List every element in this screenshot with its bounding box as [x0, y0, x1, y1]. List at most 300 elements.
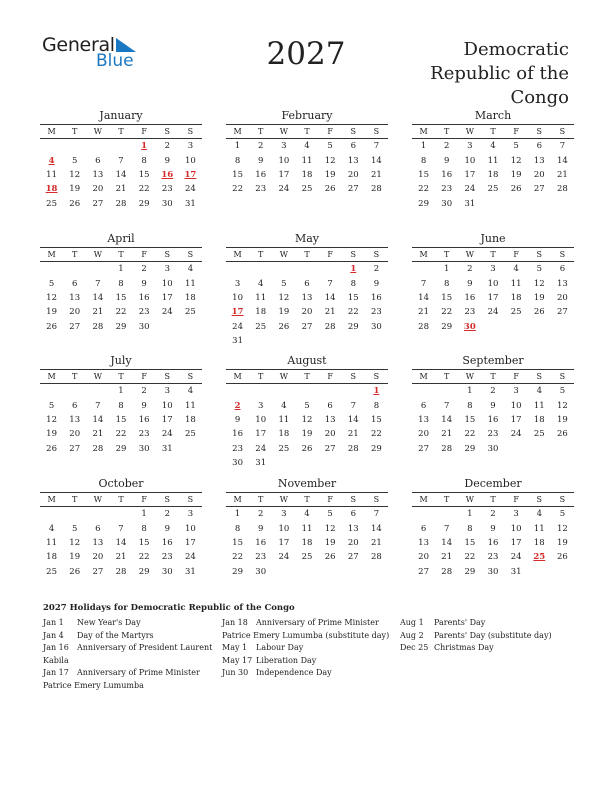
day-cell: 9 — [490, 400, 496, 411]
empty-cell — [295, 334, 318, 348]
weekday-header: T — [72, 372, 78, 381]
weekday-header: S — [559, 127, 566, 136]
day-cell: 24 — [161, 307, 173, 318]
holiday-date: May 17 — [222, 655, 253, 665]
day-cell: 14 — [441, 414, 453, 425]
holiday-date: Jan 1 — [43, 618, 64, 627]
day-cell: 27 — [418, 566, 429, 577]
holiday-name: Liberation Day — [256, 655, 317, 665]
day-cell: 20 — [69, 307, 81, 318]
day-cell: 8 — [373, 400, 380, 411]
holiday-name: New Year's Day — [77, 618, 141, 627]
holiday-name: Labour Day — [256, 643, 304, 652]
day-cell: 17 — [464, 169, 476, 180]
day-cell: 22 — [138, 184, 150, 195]
holiday-name: Christmas Day — [434, 643, 494, 652]
day-cell: 8 — [420, 155, 427, 166]
holiday-day-cell: 30 — [463, 321, 476, 332]
day-cell: 2 — [164, 141, 170, 152]
day-cell: 16 — [441, 169, 453, 180]
day-cell: 19 — [510, 169, 522, 180]
empty-cell — [528, 442, 551, 456]
logo-blue-text: Blue — [96, 51, 134, 71]
empty-cell — [40, 262, 63, 277]
day-cell: 4 — [536, 509, 542, 520]
day-cell: 22 — [464, 552, 476, 563]
empty-cell — [295, 262, 318, 277]
day-cell: 14 — [441, 537, 453, 548]
holiday-day-cell: 1 — [373, 386, 380, 397]
holiday-name: Anniversary of Prime Minister — [256, 618, 379, 627]
day-cell: 24 — [278, 184, 290, 195]
country-line-3: Congo — [510, 87, 569, 108]
day-cell: 23 — [464, 307, 476, 318]
empty-cell — [295, 456, 318, 470]
day-cell: 4 — [258, 278, 264, 289]
day-cell: 22 — [464, 429, 476, 440]
day-cell: 24 — [510, 552, 522, 563]
day-cell: 16 — [464, 292, 476, 303]
month-name: November — [277, 477, 337, 490]
day-cell: 28 — [324, 321, 336, 332]
day-cell: 8 — [234, 523, 241, 534]
day-cell: 3 — [513, 509, 519, 520]
day-cell: 9 — [141, 400, 147, 411]
day-cell: 9 — [258, 523, 264, 534]
empty-cell — [342, 384, 365, 399]
day-cell: 21 — [371, 169, 382, 180]
empty-cell — [272, 334, 295, 348]
day-cell: 22 — [418, 184, 429, 195]
day-cell: 7 — [559, 141, 566, 152]
day-cell: 19 — [533, 292, 545, 303]
day-cell: 14 — [371, 523, 382, 534]
day-cell: 10 — [278, 155, 290, 166]
holiday-day-cell: 16 — [161, 169, 174, 180]
holiday-day-cell: 1 — [141, 141, 148, 152]
holiday-date: Aug 1 — [400, 618, 424, 627]
day-cell: 30 — [255, 566, 267, 577]
day-cell: 6 — [536, 141, 542, 152]
day-cell: 22 — [115, 429, 127, 440]
day-cell: 16 — [255, 169, 267, 180]
day-cell: 26 — [324, 552, 336, 563]
day-cell: 10 — [185, 155, 196, 166]
weekday-header: M — [47, 372, 56, 381]
weekday-header: S — [350, 372, 357, 381]
month-name: March — [474, 109, 512, 122]
day-cell: 3 — [164, 264, 170, 275]
weekday-header: S — [187, 495, 194, 504]
day-cell: 4 — [187, 264, 194, 275]
weekday-header: F — [327, 250, 333, 259]
month-november — [226, 477, 388, 579]
weekday-header: T — [490, 250, 496, 259]
day-cell: 24 — [161, 429, 173, 440]
holiday-name: Anniversary of Prime Minister — [77, 668, 200, 677]
weekday-header: W — [465, 495, 474, 504]
weekday-header: F — [327, 127, 333, 136]
empty-cell — [365, 565, 388, 579]
weekday-header: S — [373, 127, 380, 136]
day-cell: 11 — [278, 414, 290, 425]
weekday-header: T — [258, 372, 264, 381]
empty-cell — [412, 262, 435, 277]
holiday-entry — [222, 667, 389, 680]
weekday-header: W — [93, 372, 102, 381]
weekday-header: S — [164, 127, 171, 136]
month-name: December — [464, 477, 522, 490]
day-cell: 16 — [487, 537, 499, 548]
day-cell: 14 — [324, 292, 336, 303]
day-cell: 31 — [255, 458, 267, 469]
weekday-header: W — [279, 372, 288, 381]
empty-cell — [86, 384, 109, 399]
country-line-2: Republic of the — [430, 63, 569, 84]
holiday-entry — [400, 630, 552, 643]
day-cell: 6 — [95, 155, 101, 166]
weekday-header: F — [327, 495, 333, 504]
day-cell: 30 — [487, 443, 499, 454]
month-table — [226, 370, 388, 470]
weekday-header: W — [93, 495, 102, 504]
day-cell: 24 — [185, 184, 196, 195]
day-cell: 21 — [92, 429, 104, 440]
day-cell: 12 — [324, 155, 336, 166]
holiday-entry — [43, 630, 212, 643]
holiday-entry — [43, 655, 212, 668]
weekday-header: M — [233, 127, 242, 136]
day-cell: 26 — [46, 321, 57, 332]
day-cell: 8 — [350, 278, 356, 289]
weekday-header: S — [187, 127, 194, 136]
day-cell: 24 — [278, 552, 290, 563]
holiday-date: Jun 30 — [222, 668, 249, 677]
day-cell: 10 — [255, 414, 267, 425]
empty-cell — [226, 384, 249, 399]
month-table — [412, 493, 574, 579]
day-cell: 6 — [420, 400, 427, 411]
weekday-header: W — [465, 372, 474, 381]
day-cell: 27 — [347, 552, 359, 563]
weekday-header: T — [258, 250, 264, 259]
empty-cell — [342, 456, 365, 470]
weekday-header: S — [536, 495, 543, 504]
day-cell: 14 — [115, 169, 127, 180]
month-table — [412, 125, 574, 211]
country-line-1: Democratic — [463, 39, 569, 60]
day-cell: 10 — [232, 292, 243, 303]
day-cell: 20 — [557, 292, 568, 303]
empty-cell — [109, 139, 132, 154]
weekday-header: T — [490, 372, 496, 381]
holiday-day-cell: 18 — [45, 184, 58, 195]
weekday-header: F — [327, 372, 333, 381]
empty-cell — [319, 565, 342, 579]
weekday-header: S — [559, 372, 566, 381]
day-cell: 16 — [232, 429, 243, 440]
day-cell: 16 — [487, 414, 499, 425]
holiday-entry — [43, 617, 212, 630]
empty-cell — [249, 384, 272, 399]
day-cell: 26 — [69, 566, 81, 577]
day-cell: 23 — [161, 552, 173, 563]
day-cell: 2 — [444, 141, 450, 152]
day-cell: 15 — [138, 169, 150, 180]
day-cell: 21 — [115, 184, 127, 195]
holiday-day-cell: 17 — [184, 169, 197, 180]
day-cell: 18 — [185, 414, 196, 425]
weekday-header: T — [72, 495, 78, 504]
day-cell: 26 — [533, 307, 545, 318]
empty-cell — [551, 320, 574, 334]
empty-cell — [156, 320, 179, 334]
day-cell: 26 — [324, 184, 336, 195]
day-cell: 7 — [327, 278, 333, 289]
day-cell: 6 — [420, 523, 427, 534]
weekday-header: F — [513, 495, 519, 504]
holiday-entry — [222, 630, 389, 643]
holiday-entry — [43, 667, 212, 680]
day-cell: 23 — [441, 184, 453, 195]
day-cell: 10 — [510, 400, 522, 411]
day-cell: 19 — [46, 307, 57, 318]
day-cell: 12 — [557, 400, 568, 411]
day-cell: 5 — [72, 523, 78, 534]
day-cell: 10 — [161, 400, 173, 411]
day-cell: 29 — [371, 443, 382, 454]
empty-cell — [528, 565, 551, 579]
day-cell: 1 — [118, 386, 124, 397]
day-cell: 27 — [557, 307, 568, 318]
day-cell: 26 — [301, 443, 313, 454]
day-cell: 23 — [255, 552, 267, 563]
day-cell: 20 — [418, 429, 429, 440]
holiday-day-cell: 4 — [48, 155, 55, 166]
day-cell: 8 — [467, 523, 473, 534]
day-cell: 11 — [301, 523, 313, 534]
day-cell: 3 — [281, 141, 287, 152]
day-cell: 19 — [557, 414, 568, 425]
day-cell: 18 — [278, 429, 290, 440]
holiday-entry — [222, 642, 389, 655]
weekday-header: T — [118, 495, 124, 504]
empty-cell — [63, 507, 86, 522]
day-cell: 23 — [371, 307, 382, 318]
day-cell: 29 — [418, 198, 429, 209]
day-cell: 21 — [371, 537, 382, 548]
weekday-header: F — [513, 127, 519, 136]
day-cell: 17 — [278, 169, 290, 180]
weekday-header: F — [141, 250, 147, 259]
day-cell: 6 — [350, 509, 356, 520]
day-cell: 30 — [161, 566, 173, 577]
day-cell: 9 — [164, 155, 170, 166]
day-cell: 1 — [467, 386, 473, 397]
day-cell: 25 — [185, 429, 196, 440]
day-cell: 26 — [69, 198, 81, 209]
day-cell: 25 — [255, 321, 267, 332]
empty-cell — [63, 262, 86, 277]
day-cell: 7 — [118, 155, 124, 166]
weekday-header: W — [465, 127, 474, 136]
weekday-header: M — [47, 250, 56, 259]
empty-cell — [179, 320, 202, 334]
day-cell: 5 — [281, 278, 287, 289]
weekday-header: S — [559, 495, 566, 504]
month-name: October — [98, 477, 144, 490]
day-cell: 26 — [510, 184, 522, 195]
empty-cell — [319, 456, 342, 470]
day-cell: 25 — [533, 429, 545, 440]
weekday-header: M — [419, 495, 428, 504]
empty-cell — [109, 507, 132, 522]
day-cell: 27 — [533, 184, 545, 195]
empty-cell — [435, 507, 458, 522]
holiday-name: Patrice Emery Lumumba — [43, 680, 144, 690]
weekday-header: T — [304, 372, 310, 381]
day-cell: 18 — [46, 552, 57, 563]
empty-cell — [505, 442, 528, 456]
month-march — [412, 109, 574, 211]
day-cell: 10 — [161, 278, 173, 289]
month-name: August — [287, 354, 327, 367]
day-cell: 31 — [232, 336, 243, 347]
weekday-header: S — [164, 250, 171, 259]
day-cell: 20 — [347, 537, 359, 548]
day-cell: 20 — [324, 429, 336, 440]
day-cell: 7 — [444, 523, 450, 534]
day-cell: 8 — [118, 278, 124, 289]
day-cell: 24 — [464, 184, 476, 195]
day-cell: 30 — [487, 566, 499, 577]
day-cell: 30 — [371, 321, 382, 332]
month-table — [40, 248, 202, 334]
day-cell: 30 — [232, 458, 243, 469]
day-cell: 22 — [138, 552, 150, 563]
holiday-date: Aug 2 — [400, 630, 424, 640]
empty-cell — [272, 456, 295, 470]
day-cell: 15 — [418, 169, 429, 180]
empty-cell — [86, 262, 109, 277]
day-cell: 15 — [138, 537, 150, 548]
weekday-header: M — [419, 250, 428, 259]
empty-cell — [319, 384, 342, 399]
day-cell: 19 — [301, 429, 313, 440]
day-cell: 9 — [234, 414, 241, 425]
empty-cell — [365, 334, 388, 348]
day-cell: 1 — [234, 141, 241, 152]
day-cell: 1 — [234, 509, 241, 520]
day-cell: 18 — [533, 537, 545, 548]
day-cell: 17 — [278, 537, 290, 548]
month-may — [226, 232, 388, 348]
day-cell: 29 — [232, 566, 243, 577]
month-table — [226, 248, 388, 348]
day-cell: 26 — [46, 443, 57, 454]
day-cell: 18 — [487, 169, 499, 180]
day-cell: 3 — [164, 386, 170, 397]
weekday-header: T — [118, 127, 124, 136]
empty-cell — [40, 384, 63, 399]
day-cell: 9 — [141, 278, 147, 289]
day-cell: 12 — [69, 537, 81, 548]
weekday-header: W — [93, 127, 102, 136]
day-cell: 23 — [138, 429, 150, 440]
day-cell: 29 — [138, 566, 150, 577]
day-cell: 2 — [141, 386, 147, 397]
weekday-header: S — [536, 372, 543, 381]
empty-cell — [435, 384, 458, 399]
month-table — [40, 125, 202, 211]
day-cell: 30 — [441, 198, 453, 209]
day-cell: 8 — [141, 155, 147, 166]
day-cell: 9 — [373, 278, 380, 289]
holiday-day-cell: 17 — [231, 307, 244, 318]
day-cell: 2 — [258, 509, 264, 520]
day-cell: 26 — [557, 429, 568, 440]
holiday-entry — [222, 655, 389, 668]
day-cell: 29 — [464, 566, 476, 577]
holiday-date: Dec 25 — [400, 643, 429, 652]
day-cell: 23 — [232, 443, 243, 454]
holiday-day-cell: 1 — [350, 264, 357, 275]
day-cell: 13 — [92, 169, 104, 180]
day-cell: 21 — [557, 169, 568, 180]
weekday-header: T — [490, 495, 496, 504]
day-cell: 13 — [69, 292, 81, 303]
day-cell: 9 — [490, 523, 496, 534]
day-cell: 3 — [234, 278, 241, 289]
weekday-header: F — [513, 250, 519, 259]
empty-cell — [295, 384, 318, 399]
holiday-list — [43, 603, 583, 690]
day-cell: 15 — [464, 414, 476, 425]
day-cell: 14 — [347, 414, 359, 425]
day-cell: 9 — [164, 523, 170, 534]
day-cell: 19 — [46, 429, 57, 440]
holiday-column — [400, 617, 552, 655]
day-cell: 17 — [510, 414, 522, 425]
day-cell: 12 — [510, 155, 522, 166]
day-cell: 18 — [255, 307, 267, 318]
weekday-header: S — [164, 495, 171, 504]
day-cell: 21 — [92, 307, 104, 318]
weekday-header: T — [444, 250, 450, 259]
day-cell: 8 — [444, 278, 450, 289]
weekday-header: T — [444, 372, 450, 381]
day-cell: 19 — [278, 307, 290, 318]
empty-cell — [528, 197, 551, 211]
weekday-header: T — [118, 250, 124, 259]
day-cell: 23 — [487, 429, 499, 440]
empty-cell — [365, 456, 388, 470]
holiday-column — [222, 617, 389, 680]
day-cell: 4 — [490, 141, 496, 152]
day-cell: 3 — [187, 509, 194, 520]
weekday-header: T — [490, 127, 496, 136]
day-cell: 23 — [161, 184, 173, 195]
month-june — [412, 232, 574, 334]
day-cell: 15 — [371, 414, 382, 425]
day-cell: 14 — [92, 414, 104, 425]
day-cell: 20 — [92, 184, 104, 195]
day-cell: 31 — [161, 443, 173, 454]
day-cell: 14 — [557, 155, 568, 166]
month-september — [412, 354, 574, 456]
day-cell: 2 — [467, 264, 473, 275]
day-cell: 5 — [72, 155, 78, 166]
